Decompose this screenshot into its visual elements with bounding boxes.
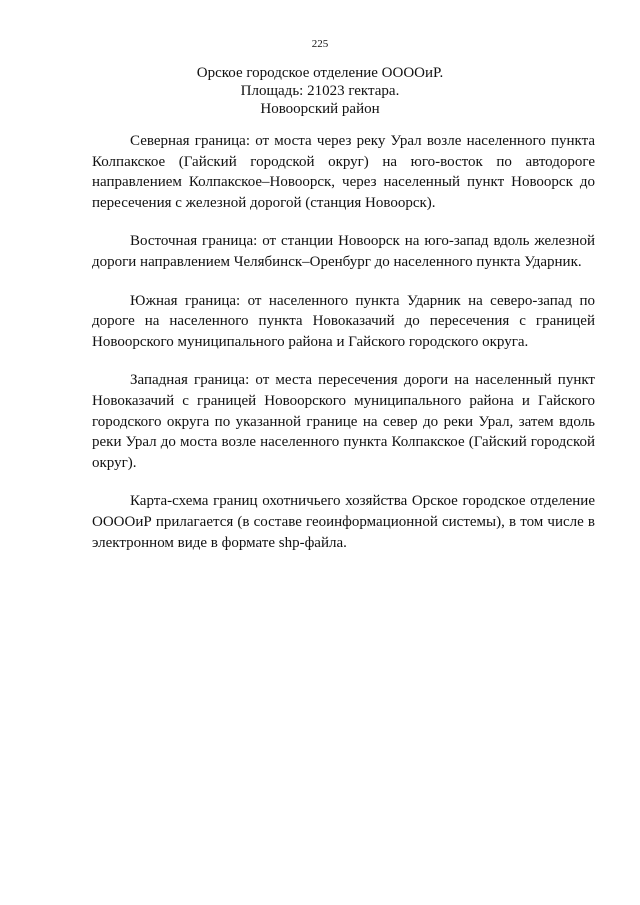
header-area: Площадь: 21023 гектара. [240, 83, 400, 99]
paragraph-north-border: Северная граница: от моста через реку Урал возле населенного пункта Колпакское (Гайский городской округ) на юго-восток по автодороге направлением Колпакское–Новоорск, через населенный пункт Новоорск до пересечения с железной дорогой (станция Новоорск). [92, 133, 595, 211]
header-title: Орское городское отделение ООООиР. [196, 65, 444, 81]
page-number: 225 [311, 38, 329, 50]
paragraph-map-note: Карта-схема границ охотничьего хозяйства Орское городское отделение ООООиР прилагается (в составе геоинформационной системы), в том числе в электронном виде в формате shp-файла. [92, 493, 595, 551]
header-district: Новоорский район [260, 101, 380, 117]
document-body [92, 131, 595, 571]
paragraph-east-border: Восточная граница: от станции Новоорск на юго-запад вдоль железной дороги направлением Челябинск–Оренбург до населенного пункта Ударник. [92, 233, 595, 270]
document-header [0, 64, 640, 118]
paragraph-west-border: Западная граница: от места пересечения дороги на населенный пункт Новоказачий с границей Новоорского муниципального района и Гайского городского округа по указанной границе на север до реки Урал, затем вдоль реки Урал до моста возле населенного пункта Колпакское (Гайский городской округ). [92, 372, 595, 471]
paragraph-south-border: Южная граница: от населенного пункта Ударник на северо-запад по дороге на населенного пункта Новоказачий до пересечения с границей Новоорского муниципального района и Гайского городского округа. [92, 292, 595, 350]
